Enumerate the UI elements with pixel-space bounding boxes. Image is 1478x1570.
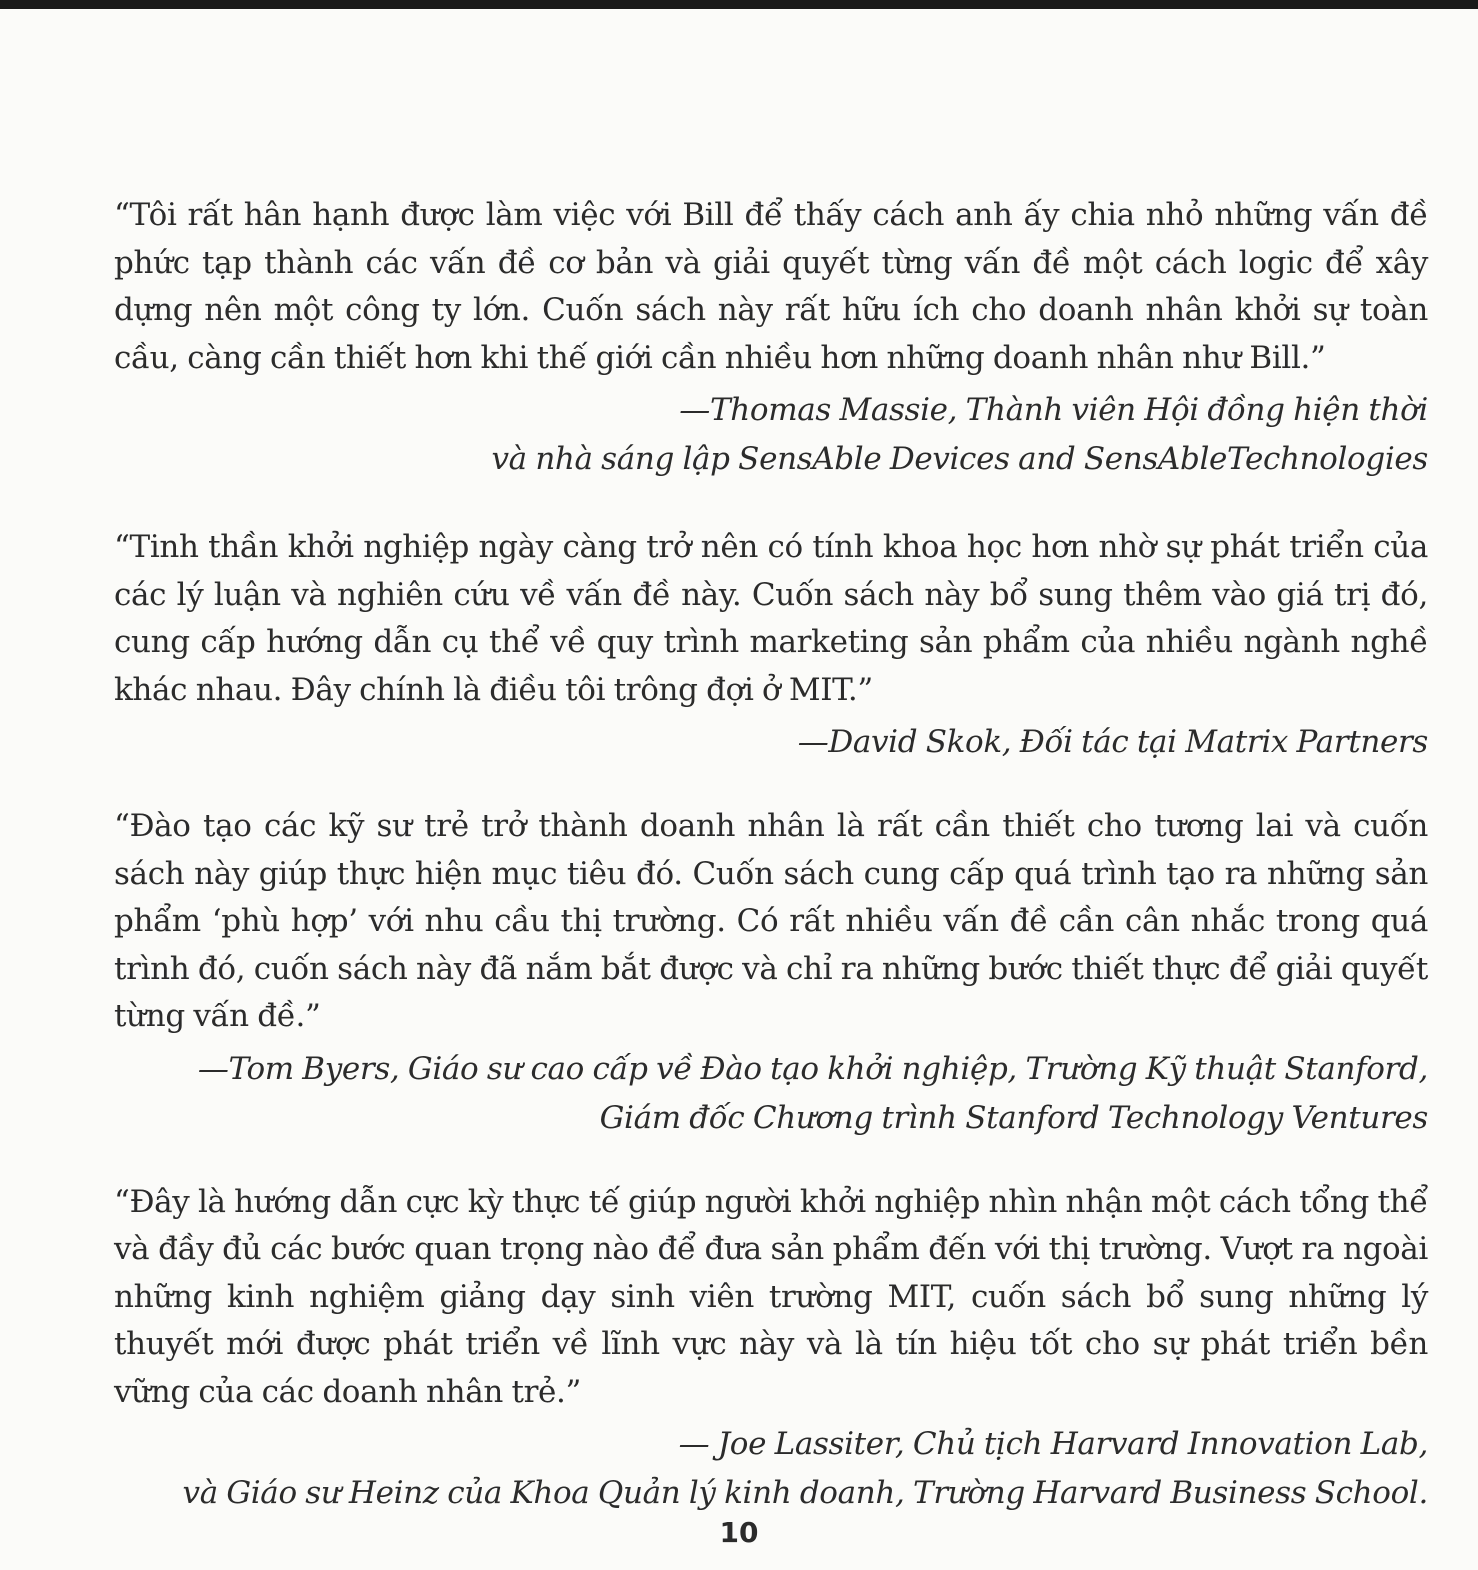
attribution-line: —Tom Byers, Giáo sư cao cấp về Đào tạo khởi nghiệp, Trường Kỹ thuật Stanford, [197,1050,1428,1087]
attribution-line: và Giáo sư Heinz của Khoa Quản lý kinh doanh, Trường Harvard Business School. [182,1475,1428,1511]
testimonial-attribution [114,386,1428,484]
attribution-line: —David Skok, Đối tác tại Matrix Partners [797,724,1428,760]
testimonial-lassiter [114,1179,1428,1519]
testimonial-quote: “Đây là hướng dẫn cực kỳ thực tế giúp người khởi nghiệp nhìn nhận một cách tổng thể và đầy đủ các bước quan trọng nào để đưa sản phẩm đến với thị trường. Vượt ra ngoài những kinh nghiệm giảng dạy sinh viên trường MIT, cuốn sách bổ sung những lý thuyết mới được phát triển về lĩnh vực này và là tín hiệu tốt cho sự phát triển bền vững của các doanh nhân trẻ.” [114,1183,1428,1410]
attribution-line: —Thomas Massie, Thành viên Hội đồng hiện thời [679,392,1428,428]
page-number: 10 [719,1516,759,1549]
testimonials-page [114,192,1428,1558]
page-top-edge [0,0,1478,9]
attribution-line: — Joe Lassiter, Chủ tịch Harvard Innovation Lab, [678,1426,1428,1462]
testimonial-attribution [114,1420,1428,1518]
testimonial-quote: “Đào tạo các kỹ sư trẻ trở thành doanh nhân là rất cần thiết cho tương lai và cuốn sách này giúp thực hiện mục tiêu đó. Cuốn sách cung cấp quá trình tạo ra những sản phẩm ‘phù hợp’ với nhu cầu thị trường. Có rất nhiều vấn đề cần cân nhắc trong quá trình đó, cuốn sách này đã nắm bắt được và chỉ ra những bước thiết thực để giải quyết từng vấn đề.” [114,808,1428,1034]
testimonial-quote: “Tôi rất hân hạnh được làm việc với Bill để thấy cách anh ấy chia nhỏ những vấn đề phức tạp thành các vấn đề cơ bản và giải quyết từng vấn đề một cách logic để xây dựng nên một công ty lớn. Cuốn sách này rất hữu ích cho doanh nhân khởi sự toàn cầu, càng cần thiết hơn khi thế giới cần nhiều hơn những doanh nhân như Bill.” [114,197,1428,376]
attribution-line: Giám đốc Chương trình Stanford Technology Ventures [599,1099,1428,1136]
testimonial-quote: “Tinh thần khởi nghiệp ngày càng trở nên có tính khoa học hơn nhờ sự phát triển của các lý luận và nghiên cứu về vấn đề này. Cuốn sách này bổ sung thêm vào giá trị đó, cung cấp hướng dẫn cụ thể về quy trình marketing sản phẩm của nhiều ngành nghề khác nhau. Đây chính là điều tôi trông đợi ở MIT.” [114,529,1428,708]
testimonial-attribution [114,718,1428,767]
testimonial-skok [114,524,1428,767]
testimonial-massie [114,192,1428,484]
testimonial-byers [114,803,1428,1143]
testimonial-attribution [114,1045,1428,1143]
attribution-line: và nhà sáng lập SensAble Devices and SensAbleTechnologies [491,441,1428,477]
